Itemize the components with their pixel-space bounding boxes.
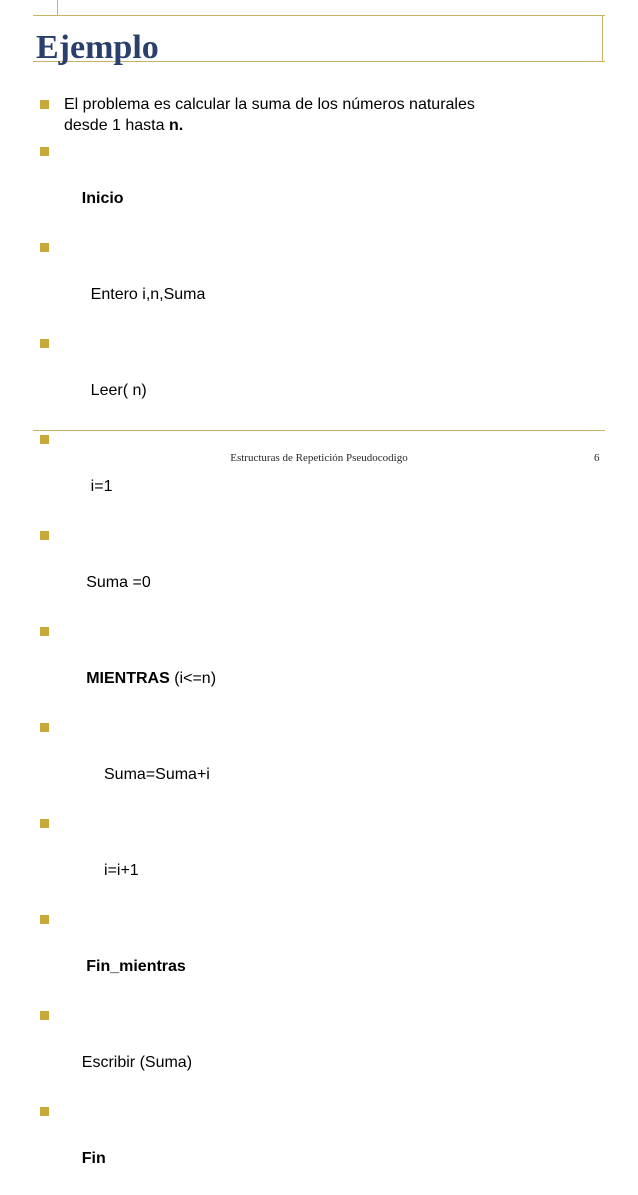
footer-title: Estructuras de Repetición Pseudocodigo (230, 452, 408, 464)
square-bullet-icon (40, 1107, 49, 1116)
item-text: i=i+1 (81, 862, 139, 879)
item-text: desde 1 hasta (64, 117, 169, 134)
slide-title: Ejemplo (36, 29, 159, 66)
item-bold-text: Fin (81, 1150, 106, 1167)
list-item (38, 1099, 598, 1195)
list-item (38, 139, 598, 235)
item-bold-text: n. (168, 117, 184, 134)
square-bullet-icon (40, 339, 49, 348)
bullet-list (38, 94, 598, 1195)
item-text: El problema es calcular la suma de los números naturales (64, 96, 475, 113)
list-item (38, 619, 598, 715)
item-text: i=1 (81, 478, 113, 495)
list-item (38, 811, 598, 907)
top-left-tick (57, 0, 58, 15)
item-text: Leer( n) (81, 382, 147, 399)
list-item (38, 907, 598, 1003)
list-item (38, 715, 598, 811)
item-bold-text: Inicio (81, 190, 124, 207)
list-item (38, 523, 598, 619)
square-bullet-icon (40, 915, 49, 924)
list-item (38, 1003, 598, 1099)
square-bullet-icon (40, 531, 49, 540)
item-bold-text: MIENTRAS (81, 670, 170, 687)
item-text: Suma =0 (81, 574, 151, 591)
list-item (38, 94, 598, 136)
list-item (38, 331, 598, 427)
item-text: Suma=Suma+i (81, 766, 210, 783)
item-text: Escribir (Suma) (81, 1054, 193, 1071)
page-number: 6 (594, 452, 600, 464)
square-bullet-icon (40, 243, 49, 252)
square-bullet-icon (40, 819, 49, 828)
top-right-tick (602, 15, 603, 61)
square-bullet-icon (40, 435, 49, 444)
top-rule (33, 15, 605, 16)
list-item (38, 235, 598, 331)
square-bullet-icon (40, 100, 49, 109)
item-text: Entero i,n,Suma (81, 286, 206, 303)
square-bullet-icon (40, 723, 49, 732)
square-bullet-icon (40, 627, 49, 636)
list-item (38, 427, 598, 523)
item-text-continued (64, 115, 598, 136)
square-bullet-icon (40, 147, 49, 156)
square-bullet-icon (40, 1011, 49, 1020)
item-bold-text: Fin_mientras (81, 958, 186, 975)
item-text: (i<=n) (169, 670, 217, 687)
